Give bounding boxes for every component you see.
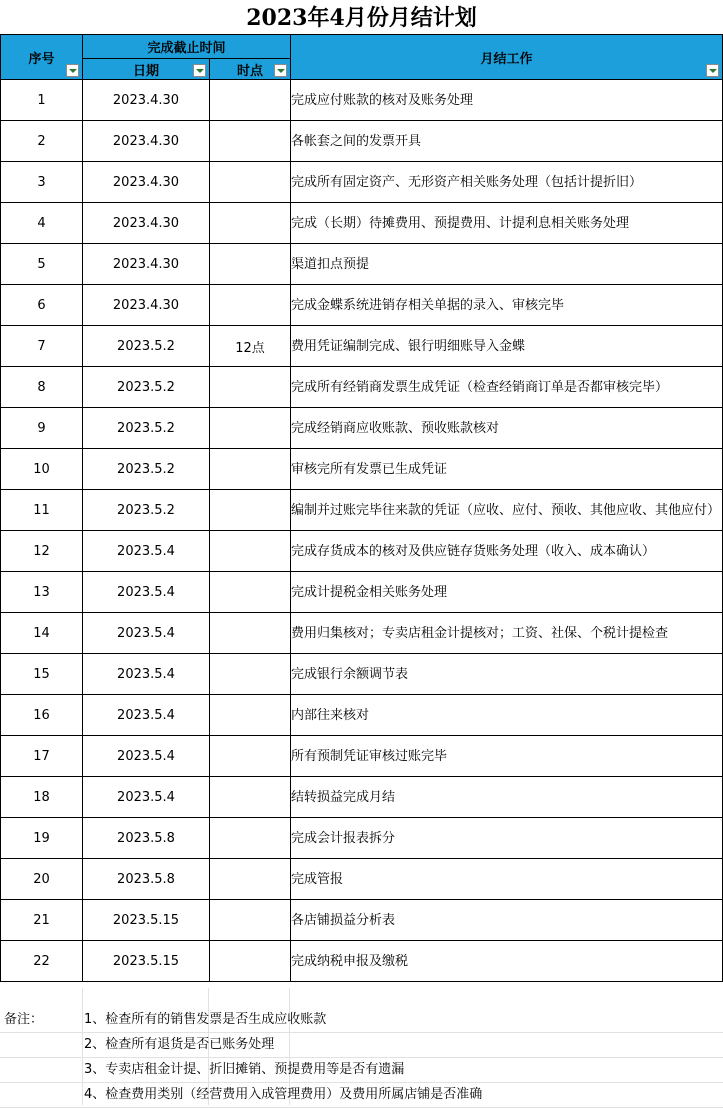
filter-dropdown-icon[interactable] xyxy=(274,64,287,77)
work-item-cell[interactable]: 完成纳税申报及缴税 xyxy=(291,941,723,982)
row-number-cell[interactable]: 3 xyxy=(1,162,83,203)
date-cell[interactable]: 2023.5.4 xyxy=(83,736,210,777)
work-item-cell[interactable]: 完成银行余额调节表 xyxy=(291,654,723,695)
work-item-cell[interactable]: 审核完所有发票已生成凭证 xyxy=(291,449,723,490)
row-number-cell[interactable]: 12 xyxy=(1,531,83,572)
header-date-label: 日期 xyxy=(132,63,159,79)
work-item-cell[interactable]: 完成应付账款的核对及账务处理 xyxy=(291,80,723,121)
table-row xyxy=(1,162,723,203)
row-number-cell[interactable]: 9 xyxy=(1,408,83,449)
date-cell[interactable]: 2023.5.4 xyxy=(83,572,210,613)
work-item-cell[interactable]: 完成金蝶系统进销存相关单据的录入、审核完毕 xyxy=(291,285,723,326)
time-cell[interactable] xyxy=(210,490,291,531)
table-row xyxy=(1,285,723,326)
plan-table xyxy=(0,34,723,982)
date-cell[interactable]: 2023.4.30 xyxy=(83,80,210,121)
time-cell[interactable] xyxy=(210,531,291,572)
date-cell[interactable]: 2023.4.30 xyxy=(83,203,210,244)
table-row xyxy=(1,121,723,162)
date-cell[interactable]: 2023.4.30 xyxy=(83,162,210,203)
table-row xyxy=(1,736,723,777)
work-item-cell[interactable]: 完成管报 xyxy=(291,859,723,900)
row-number-cell[interactable]: 18 xyxy=(1,777,83,818)
header-work-label: 月结工作 xyxy=(480,51,533,67)
time-cell[interactable] xyxy=(210,818,291,859)
time-cell[interactable] xyxy=(210,572,291,613)
date-cell[interactable]: 2023.5.4 xyxy=(83,654,210,695)
row-number-cell[interactable]: 7 xyxy=(1,326,83,367)
row-number-cell[interactable]: 4 xyxy=(1,203,83,244)
table-row xyxy=(1,941,723,982)
table-row xyxy=(1,572,723,613)
header-time xyxy=(210,59,291,80)
time-cell[interactable] xyxy=(210,162,291,203)
work-item-cell[interactable]: 所有预制凭证审核过账完毕 xyxy=(291,736,723,777)
date-cell[interactable]: 2023.5.2 xyxy=(83,449,210,490)
date-cell[interactable]: 2023.5.2 xyxy=(83,367,210,408)
page-title: 2023年4月份月结计划 xyxy=(246,5,477,31)
time-cell[interactable] xyxy=(210,121,291,162)
row-number-cell[interactable]: 19 xyxy=(1,818,83,859)
row-number-cell[interactable]: 16 xyxy=(1,695,83,736)
work-item-cell[interactable]: 费用凭证编制完成、银行明细账导入金蝶 xyxy=(291,326,723,367)
row-number-cell[interactable]: 20 xyxy=(1,859,83,900)
row-number-cell[interactable]: 14 xyxy=(1,613,83,654)
time-cell[interactable] xyxy=(210,80,291,121)
work-item-cell[interactable]: 编制并过账完毕往来款的凭证（应收、应付、预收、其他应收、其他应付） xyxy=(291,490,723,531)
work-item-cell[interactable]: 内部往来核对 xyxy=(291,695,723,736)
time-cell[interactable]: 12点 xyxy=(210,326,291,367)
table-row xyxy=(1,695,723,736)
time-cell[interactable] xyxy=(210,367,291,408)
table-row xyxy=(1,490,723,531)
table-row xyxy=(1,449,723,490)
time-cell[interactable] xyxy=(210,900,291,941)
table-row xyxy=(1,367,723,408)
header-no xyxy=(1,35,83,80)
work-item-cell[interactable]: 完成所有固定资产、无形资产相关账务处理（包括计提折旧） xyxy=(291,162,723,203)
note-item: 1、检查所有的销售发票是否生成应收账款 xyxy=(84,1012,327,1027)
date-cell[interactable]: 2023.4.30 xyxy=(83,121,210,162)
note-item: 2、检查所有退货是否已账务处理 xyxy=(84,1037,275,1052)
time-cell[interactable] xyxy=(210,777,291,818)
date-cell[interactable]: 2023.4.30 xyxy=(83,244,210,285)
work-item-cell[interactable]: 完成经销商应收账款、预收账款核对 xyxy=(291,408,723,449)
note-row xyxy=(0,1083,723,1108)
row-number-cell[interactable]: 17 xyxy=(1,736,83,777)
date-cell[interactable]: 2023.5.8 xyxy=(83,859,210,900)
note-row xyxy=(0,1008,723,1033)
row-number-cell[interactable]: 11 xyxy=(1,490,83,531)
time-cell[interactable] xyxy=(210,941,291,982)
table-row xyxy=(1,408,723,449)
row-number-cell[interactable]: 10 xyxy=(1,449,83,490)
work-item-cell[interactable]: 渠道扣点预提 xyxy=(291,244,723,285)
time-cell[interactable] xyxy=(210,736,291,777)
row-number-cell[interactable]: 21 xyxy=(1,900,83,941)
work-item-cell[interactable]: 完成会计报表拆分 xyxy=(291,818,723,859)
work-item-cell[interactable]: 完成存货成本的核对及供应链存货账务处理（收入、成本确认） xyxy=(291,531,723,572)
filter-dropdown-icon[interactable] xyxy=(66,64,79,77)
time-cell[interactable] xyxy=(210,408,291,449)
table-row xyxy=(1,531,723,572)
date-cell[interactable]: 2023.5.15 xyxy=(83,941,210,982)
header-no-label: 序号 xyxy=(28,51,55,67)
work-item-cell[interactable]: 费用归集核对；专卖店租金计提核对；工资、社保、个税计提检查 xyxy=(291,613,723,654)
notes-section xyxy=(0,1008,723,1108)
table-row xyxy=(1,654,723,695)
table-row xyxy=(1,900,723,941)
date-cell[interactable]: 2023.5.2 xyxy=(83,408,210,449)
row-number-cell[interactable]: 8 xyxy=(1,367,83,408)
date-cell[interactable]: 2023.5.15 xyxy=(83,900,210,941)
date-cell[interactable]: 2023.4.30 xyxy=(83,285,210,326)
table-row xyxy=(1,859,723,900)
header-work xyxy=(291,35,723,80)
note-item: 4、检查费用类别（经营费用入成管理费用）及费用所属店铺是否准确 xyxy=(84,1087,483,1102)
time-cell[interactable] xyxy=(210,613,291,654)
work-item-cell[interactable]: 完成所有经销商发票生成凭证（检查经销商订单是否都审核完毕） xyxy=(291,367,723,408)
date-cell[interactable]: 2023.5.4 xyxy=(83,777,210,818)
table-row xyxy=(1,244,723,285)
time-cell[interactable] xyxy=(210,203,291,244)
time-cell[interactable] xyxy=(210,695,291,736)
row-number-cell[interactable]: 1 xyxy=(1,80,83,121)
header-deadline xyxy=(83,35,291,59)
row-number-cell[interactable]: 6 xyxy=(1,285,83,326)
work-item-cell[interactable]: 各帐套之间的发票开具 xyxy=(291,121,723,162)
table-row xyxy=(1,80,723,121)
table-row xyxy=(1,203,723,244)
row-number-cell[interactable]: 22 xyxy=(1,941,83,982)
date-cell[interactable]: 2023.5.4 xyxy=(83,531,210,572)
row-number-cell[interactable]: 5 xyxy=(1,244,83,285)
note-row xyxy=(0,1033,723,1058)
table-row xyxy=(1,326,723,367)
date-cell[interactable]: 2023.5.2 xyxy=(83,326,210,367)
table-row xyxy=(1,818,723,859)
time-cell[interactable] xyxy=(210,654,291,695)
filter-dropdown-icon[interactable] xyxy=(706,64,719,77)
filter-dropdown-icon[interactable] xyxy=(193,64,206,77)
date-cell[interactable]: 2023.5.2 xyxy=(83,490,210,531)
time-cell[interactable] xyxy=(210,859,291,900)
header-deadline-label: 完成截止时间 xyxy=(147,41,226,56)
time-cell[interactable] xyxy=(210,285,291,326)
note-item: 3、专卖店租金计提、折旧摊销、预提费用等是否有遗漏 xyxy=(84,1062,405,1077)
date-cell[interactable]: 2023.5.8 xyxy=(83,818,210,859)
date-cell[interactable]: 2023.5.4 xyxy=(83,695,210,736)
notes-label: 备注： xyxy=(4,1012,44,1027)
row-number-cell[interactable]: 15 xyxy=(1,654,83,695)
time-cell[interactable] xyxy=(210,449,291,490)
time-cell[interactable] xyxy=(210,244,291,285)
work-item-cell[interactable]: 完成（长期）待摊费用、预提费用、计提利息相关账务处理 xyxy=(291,203,723,244)
header-time-label: 时点 xyxy=(237,63,264,79)
table-row xyxy=(1,613,723,654)
row-number-cell[interactable]: 13 xyxy=(1,572,83,613)
row-number-cell[interactable]: 2 xyxy=(1,121,83,162)
date-cell[interactable]: 2023.5.4 xyxy=(83,613,210,654)
table-row xyxy=(1,777,723,818)
note-row xyxy=(0,1058,723,1083)
work-item-cell[interactable]: 完成计提税金相关账务处理 xyxy=(291,572,723,613)
work-item-cell[interactable]: 结转损益完成月结 xyxy=(291,777,723,818)
work-item-cell[interactable]: 各店铺损益分析表 xyxy=(291,900,723,941)
header-date xyxy=(83,59,210,80)
